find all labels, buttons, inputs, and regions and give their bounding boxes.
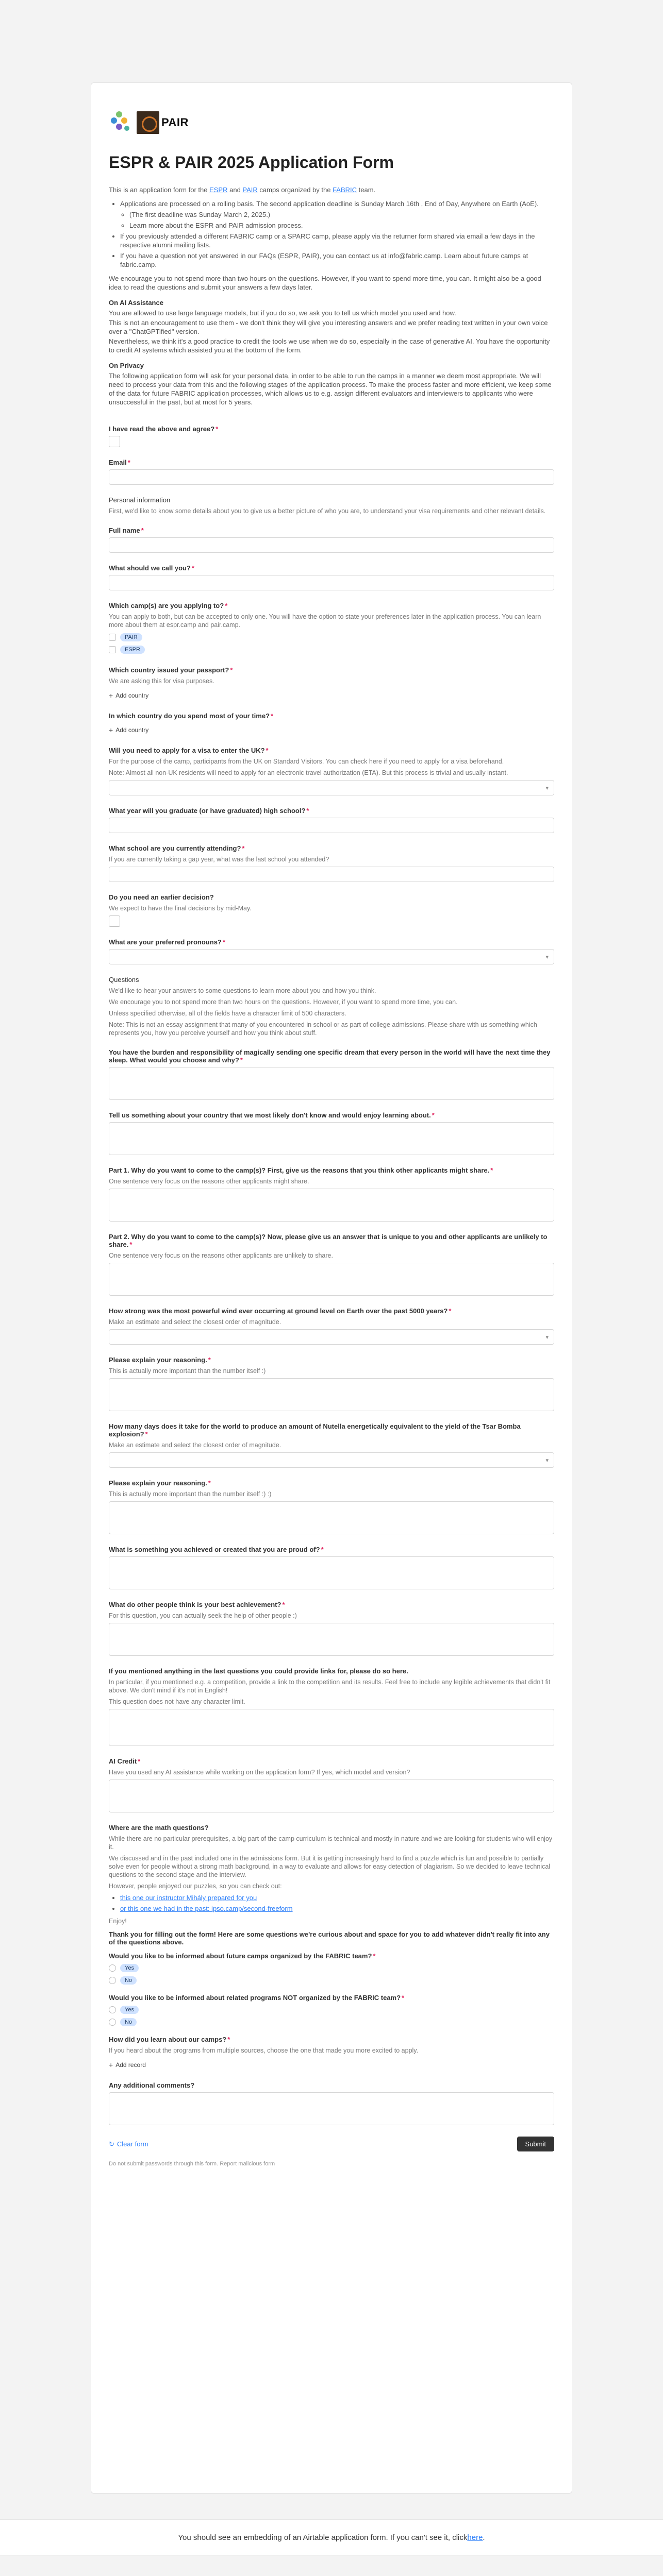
radio[interactable] xyxy=(109,1977,116,1984)
ai-section-title: On AI Assistance xyxy=(109,299,163,307)
embed-notice: You should see an embedding of an Airtable application form. If you can't see it, click here . xyxy=(0,2519,663,2555)
question-earlier: Do you need an earlier decision? We expect to have the final decisions by mid-May. xyxy=(109,893,554,927)
intro-bullets xyxy=(109,199,554,269)
radio[interactable] xyxy=(109,2019,116,2026)
agree-checkbox[interactable] xyxy=(109,436,120,447)
question-explain-1: Please explain your reasoning. * This is actually more important than the number itself :) xyxy=(109,1356,554,1411)
pair-logo-mark xyxy=(137,111,159,134)
espr-link[interactable]: ESPR xyxy=(209,186,228,194)
chevron-down-icon: ▾ xyxy=(545,1334,549,1341)
chevron-down-icon: ▾ xyxy=(545,785,549,791)
add-country-button[interactable]: + Add country xyxy=(109,691,149,700)
call-name-field[interactable] xyxy=(109,575,554,590)
add-record-button[interactable]: + Add record xyxy=(109,2061,146,2069)
clear-form-button[interactable]: ↻ Clear form xyxy=(109,2140,148,2148)
puzzle-link[interactable]: or this one we had in the past: ipso.camp/second-freeform xyxy=(120,1905,293,1912)
pair-link[interactable]: PAIR xyxy=(242,186,258,194)
full-name-field[interactable] xyxy=(109,537,554,553)
intro-text: This is an application form for the ESPR and PAIR camps organized by the FABRIC team. xyxy=(109,186,376,194)
ai-credit-textarea[interactable] xyxy=(109,1780,554,1812)
pair-logo-text: PAIR xyxy=(161,116,189,129)
privacy-text: The following application form will ask for your personal data, in order to be able to run the camps in a manner we deem most appropriate. We will need to process your data from this and the following stages of the application process. To make the process faster and more efficient, we keep some of the data for future FABRIC application processes, which allows us to e.g. assign different evaluators and interviewers to applicants who were unsuccessful in the past, but at most for 5 years. xyxy=(109,372,552,406)
plus-icon: + xyxy=(109,726,113,734)
question-nutella: How many days does it take for the world to produce an amount of Nutella energetically equivalent to the yield of the Tsar Bomba explosion? * Make an estimate and select the closest order of magnitude. ▾ xyxy=(109,1422,554,1468)
submit-button[interactable]: Submit xyxy=(517,2137,554,2151)
question-hear: How did you learn about our camps? * If you heard about the programs from multiple sources, choose the one that made you more excited to apply. + Add record xyxy=(109,2036,419,2069)
question-email: Email * xyxy=(109,459,554,485)
list-item: • If you have a question not yet answered in our FAQs (ESPR, PAIR), you can contact us at info@fabric.camp. Learn about future camps at fabric.camp. xyxy=(120,251,554,269)
question-ai-credit: AI Credit * Have you used any AI assistance while working on the application form? If yes, which model and version? xyxy=(109,1757,554,1812)
logo-row xyxy=(109,108,554,138)
question-proud: What is something you achieved or created that you are proud of? * xyxy=(109,1546,554,1589)
math-links xyxy=(109,1893,554,1913)
form-card xyxy=(91,82,572,2494)
question-grad-year: What year will you graduate (or have graduated) high school? * xyxy=(109,807,554,833)
radio[interactable] xyxy=(109,2006,116,2013)
question-future-camps: Would you like to be informed about future camps organized by the FABRIC team? * Yes No xyxy=(109,1952,554,1986)
nutella-select[interactable] xyxy=(109,1452,554,1468)
question-read-agree: I have read the above and agree? * xyxy=(109,425,554,447)
question-additional: Any additional comments? xyxy=(109,2081,554,2125)
list-item: • Applications are processed on a rolling basis. The second application deadline is Sunday March 16th , End of Day, Anywhere on Earth (AoE). xyxy=(120,199,554,208)
email-field[interactable] xyxy=(109,469,554,485)
dream-textarea[interactable] xyxy=(109,1067,554,1100)
reset-icon: ↻ xyxy=(109,2140,114,2148)
chevron-down-icon: ▾ xyxy=(545,954,549,960)
question-related: Would you like to be informed about related programs NOT organized by the FABRIC team? * Yes No xyxy=(109,1994,554,2027)
question-wind: How strong was the most powerful wind ever occurring at ground level on Earth over the past 5000 years? * Make an estimate and select the closest order of magnitude. ▾ xyxy=(109,1307,554,1345)
list-item: ◦ (The first deadline was Sunday March 2, 2025.) xyxy=(129,210,554,219)
ai-line: This is not an encouragement to use them - we don't think they will give you interesting answers and we prefer reading text written in your own voice over a "ChatGPTified" version. xyxy=(109,319,548,335)
achievement-textarea[interactable] xyxy=(109,1623,554,1656)
ai-line: You are allowed to use large language models, but if you do so, we ask you to tell us which model you used and how. xyxy=(109,309,456,317)
visa-select[interactable] xyxy=(109,780,554,795)
question-full-name: Full name * xyxy=(109,527,554,553)
explain2-textarea[interactable] xyxy=(109,1501,554,1534)
question-achievement: What do other people think is your best achievement? * For this question, you can actually seek the help of other people :) xyxy=(109,1601,554,1656)
puzzle-link[interactable]: this one our instructor Mihály prepared for you xyxy=(120,1894,257,1902)
part1-textarea[interactable] xyxy=(109,1189,554,1222)
form-title: ESPR & PAIR 2025 Application Form xyxy=(109,153,394,172)
fine-print: Do not submit passwords through this form. Report malicious form xyxy=(109,2161,275,2167)
question-which-camps: Which camp(s) are you applying to? * You can apply to both, but can be accepted to only one. You will have the option to state your preferences later in the application process. You can learn more about them at espr.camp and pair.camp. PAIR ESPR xyxy=(109,602,554,655)
espr-logo xyxy=(109,110,134,135)
plus-icon: + xyxy=(109,2061,113,2069)
links-textarea[interactable] xyxy=(109,1709,554,1746)
question-part1: Part 1. Why do you want to come to the camp(s)? First, give us the reasons that you think other applicants might share. * One sentence very focus on the reasons other applicants might share. xyxy=(109,1166,554,1222)
grad-year-field[interactable] xyxy=(109,818,554,833)
school-field[interactable] xyxy=(109,867,554,882)
part2-textarea[interactable] xyxy=(109,1263,554,1296)
question-school: What school are you currently attending? * If you are currently taking a gap year, what was the last school you attended? xyxy=(109,844,554,882)
section-title: Questions xyxy=(109,976,139,984)
country-textarea[interactable] xyxy=(109,1122,554,1155)
form-footer xyxy=(109,2137,554,2151)
question-part2: Part 2. Why do you want to come to the camp(s)? Now, please give us an answer that is unique to you and other applicants are unlikely to share. * One sentence very focus on the reasons other applicants are unlikely to share. xyxy=(109,1233,554,1296)
list-item: ◦ Learn more about the ESPR and PAIR admission process. xyxy=(129,221,554,230)
wind-select[interactable] xyxy=(109,1329,554,1345)
camp-option[interactable]: ESPR xyxy=(109,645,554,655)
question-passport: Which country issued your passport? * We are asking this for visa purposes. + Add country xyxy=(109,666,233,700)
plus-icon: + xyxy=(109,691,113,700)
related-no-option[interactable]: No xyxy=(109,2017,554,2027)
question-links: If you mentioned anything in the last questions you could provide links for, please do so here. In particular, if you mentioned e.g. a competition, provide a link to the competition and its results. Feel free to include any legible achievements that didn't fit above. We don't mind if it's not in English! This question does not have any character limit. xyxy=(109,1667,554,1746)
section-math: Where are the math questions? While there are no particular prerequisites, a big part of the camp curriculum is technical and mostly in nature and we are looking for students who will enjoy it. We discussed and in the past included one in the admissions form. But it is getting increasingly hard to find a puzzle which is fun and possible to partially solve even for people without a strong math background, in a way to evaluate and allows for easy detection of plagiarism. So we decided to leave technical questions to the second stage and the interview. However, people enjoyed our puzzles, so you can check out: • this one our instructor Mihály prepared for you • or this one we had in the past: ipso.camp/second-freeform Enjoy! xyxy=(109,1824,554,1925)
here-link[interactable]: here xyxy=(467,2533,483,2542)
radio[interactable] xyxy=(109,1964,116,1972)
add-country-button[interactable]: + Add country xyxy=(109,726,149,734)
question-dream: You have the burden and responsibility of magically sending one specific dream that every person in the world will have the next time they sleep. What would you choose and why? * xyxy=(109,1048,554,1100)
chevron-down-icon: ▾ xyxy=(545,1458,549,1464)
earlier-checkbox[interactable] xyxy=(109,916,120,927)
question-country-time: In which country do you spend most of your time? * + Add country xyxy=(109,712,274,734)
ai-line: Nevertheless, we think it's a good practice to credit the tools we use when we do so, especially in the case of generative AI. You have the opportunity to credit AI systems which assisted you at the bottom of the form. xyxy=(109,337,550,354)
question-visa: Will you need to apply for a visa to enter the UK? * For the purpose of the camp, participants from the UK on Standard Visitors. You can check here if you need to apply for a visa beforehand. Note: Almost all non-UK residents will need to apply for an electronic travel authorization (ETA). But this process is trivial and usually instant. ▾ xyxy=(109,747,554,795)
camp-checkbox[interactable] xyxy=(109,646,116,653)
explain1-textarea[interactable] xyxy=(109,1378,554,1411)
time-guidance: We encourage you to not spend more than two hours on the questions. However, if you want to spend more time, you can. It might also be a good idea to read the questions and submit your answers a few days later. xyxy=(109,275,541,291)
future-no-option[interactable]: No xyxy=(109,1975,554,1986)
proud-textarea[interactable] xyxy=(109,1556,554,1589)
thanks-text: Thank you for filling out the form! Here are some questions we're curious about and space for you to add whatever didn't really fit into any of the questions above. xyxy=(109,1930,550,1946)
fabric-link[interactable]: FABRIC xyxy=(333,186,357,194)
related-yes-option[interactable]: Yes xyxy=(109,2005,554,2015)
section-questions: Questions We'd like to hear your answers to some questions to learn more about you and how you think. We encourage you to not spend more than two hours on the questions. However, if you want to spend more time, you can. Unless specified otherwise, all of the fields have a character limit of 500 characters. Note: This is not an essay assignment that many of you encountered in school or as part of college admissions. Please share with us something which represents you, how you perceive yourself and how you think about stuff. xyxy=(109,976,554,1037)
future-yes-option[interactable]: Yes xyxy=(109,1963,554,1973)
camp-checkbox[interactable] xyxy=(109,634,116,641)
privacy-section-title: On Privacy xyxy=(109,362,144,369)
section-title: Where are the math questions? xyxy=(109,1824,209,1832)
section-title: Personal information xyxy=(109,496,171,504)
question-call: What should we call you? * xyxy=(109,564,554,590)
question-country-tell: Tell us something about your country that we most likely don't know and would enjoy learning about. * xyxy=(109,1111,554,1155)
pair-logo xyxy=(137,111,189,134)
camp-option[interactable]: PAIR xyxy=(109,632,554,642)
additional-textarea[interactable] xyxy=(109,2092,554,2125)
question-explain-2: Please explain your reasoning. * This is actually more important than the number itself :) :) xyxy=(109,1479,554,1534)
pronouns-select[interactable] xyxy=(109,949,554,964)
list-item: • If you previously attended a different FABRIC camp or a SPARC camp, please apply via the returner form shared via email a few days in the respective alumni mailing lists. xyxy=(120,232,554,249)
section-personal: Personal information First, we'd like to know some details about you to give us a better picture of who you are, to understand your visa requirements and other relevant details. xyxy=(109,496,554,515)
question-pronouns: What are your preferred pronouns? * ▾ xyxy=(109,938,554,964)
